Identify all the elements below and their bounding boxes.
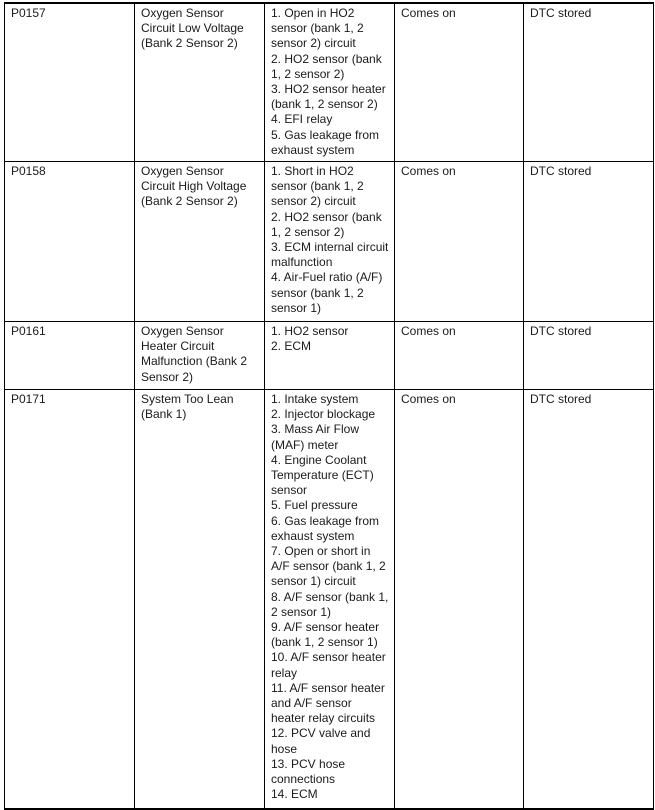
trouble-area-item: 5. Fuel pressure [271,498,358,513]
table-row [5,390,654,810]
table-row [5,322,654,390]
trouble-area-item: 3. Mass Air Flow (MAF) meter [271,422,360,452]
trouble-area-item: 1. Short in HO2 sensor (bank 1, 2 sensor 2) circuit [271,164,364,209]
trouble-area-item: 1. Open in HO2 sensor (bank 1, 2 sensor 2) circuit [271,6,364,51]
trouble-area-item: 14. ECM [271,787,318,802]
mil-status: Comes on [395,322,524,390]
trouble-area-item: 5. Gas leakage from exhaust system [271,127,380,157]
trouble-area-item: 4. EFI relay [271,112,333,127]
trouble-area-item: 9. A/F sensor heater (bank 1, 2 sensor 1) [271,620,380,650]
dtc-code: P0158 [5,162,135,322]
memory-status: DTC stored [524,322,654,390]
trouble-area-item: 2. HO2 sensor (bank 1, 2 sensor 2) [271,209,382,239]
dtc-table [4,2,654,810]
detection-item: System Too Lean (Bank 1) [135,390,265,810]
trouble-area-item: 4. Engine Coolant Temperature (ECT) sensor [271,452,374,498]
trouble-area-item: 2. ECM [271,339,312,354]
mil-status: Comes on [395,390,524,810]
trouble-areas [265,3,395,162]
dtc-code: P0171 [5,390,135,810]
trouble-area-item: 1. Intake system [271,392,359,406]
detection-item: Oxygen Sensor Heater Circuit Malfunction (Bank 2 Sensor 2) [135,322,265,390]
mil-status: Comes on [395,3,524,162]
trouble-area-item: 10. A/F sensor heater relay [271,650,386,680]
detection-item: Oxygen Sensor Circuit High Voltage (Bank 2 Sensor 2) [135,162,265,322]
trouble-area-item: 12. PCV valve and hose [271,726,371,756]
detection-item: Oxygen Sensor Circuit Low Voltage (Bank 2 Sensor 2) [135,3,265,162]
table-row [5,3,654,162]
mil-status: Comes on [395,162,524,322]
trouble-area-item: 1. HO2 sensor [271,324,349,338]
memory-status: DTC stored [524,390,654,810]
trouble-area-item: 11. A/F sensor heater and A/F sensor heater relay circuits [271,680,385,726]
trouble-area-item: 6. Gas leakage from exhaust system [271,513,380,543]
trouble-area-item: 8. A/F sensor (bank 1, 2 sensor 1) [271,589,389,619]
trouble-areas [265,162,395,322]
memory-status: DTC stored [524,3,654,162]
trouble-area-item: 2. HO2 sensor (bank 1, 2 sensor 2) [271,51,382,81]
trouble-areas [265,322,395,390]
dtc-code: P0161 [5,322,135,390]
trouble-area-item: 13. PCV hose connections [271,756,346,787]
trouble-area-item: 4. Air-Fuel ratio (A/F) sensor (bank 1, 2 sensor 1) [271,270,383,315]
dtc-code: P0157 [5,3,135,162]
trouble-area-item: 7. Open or short in A/F sensor (bank 1, 2 sensor 1) circuit [271,544,386,589]
trouble-area-item: 2. Injector blockage [271,407,376,422]
table-row [5,162,654,322]
memory-status: DTC stored [524,162,654,322]
trouble-area-item: 3. HO2 sensor heater (bank 1, 2 sensor 2) [271,82,386,112]
trouble-areas [265,390,395,810]
trouble-area-item: 3. ECM internal circuit malfunction [271,240,389,270]
